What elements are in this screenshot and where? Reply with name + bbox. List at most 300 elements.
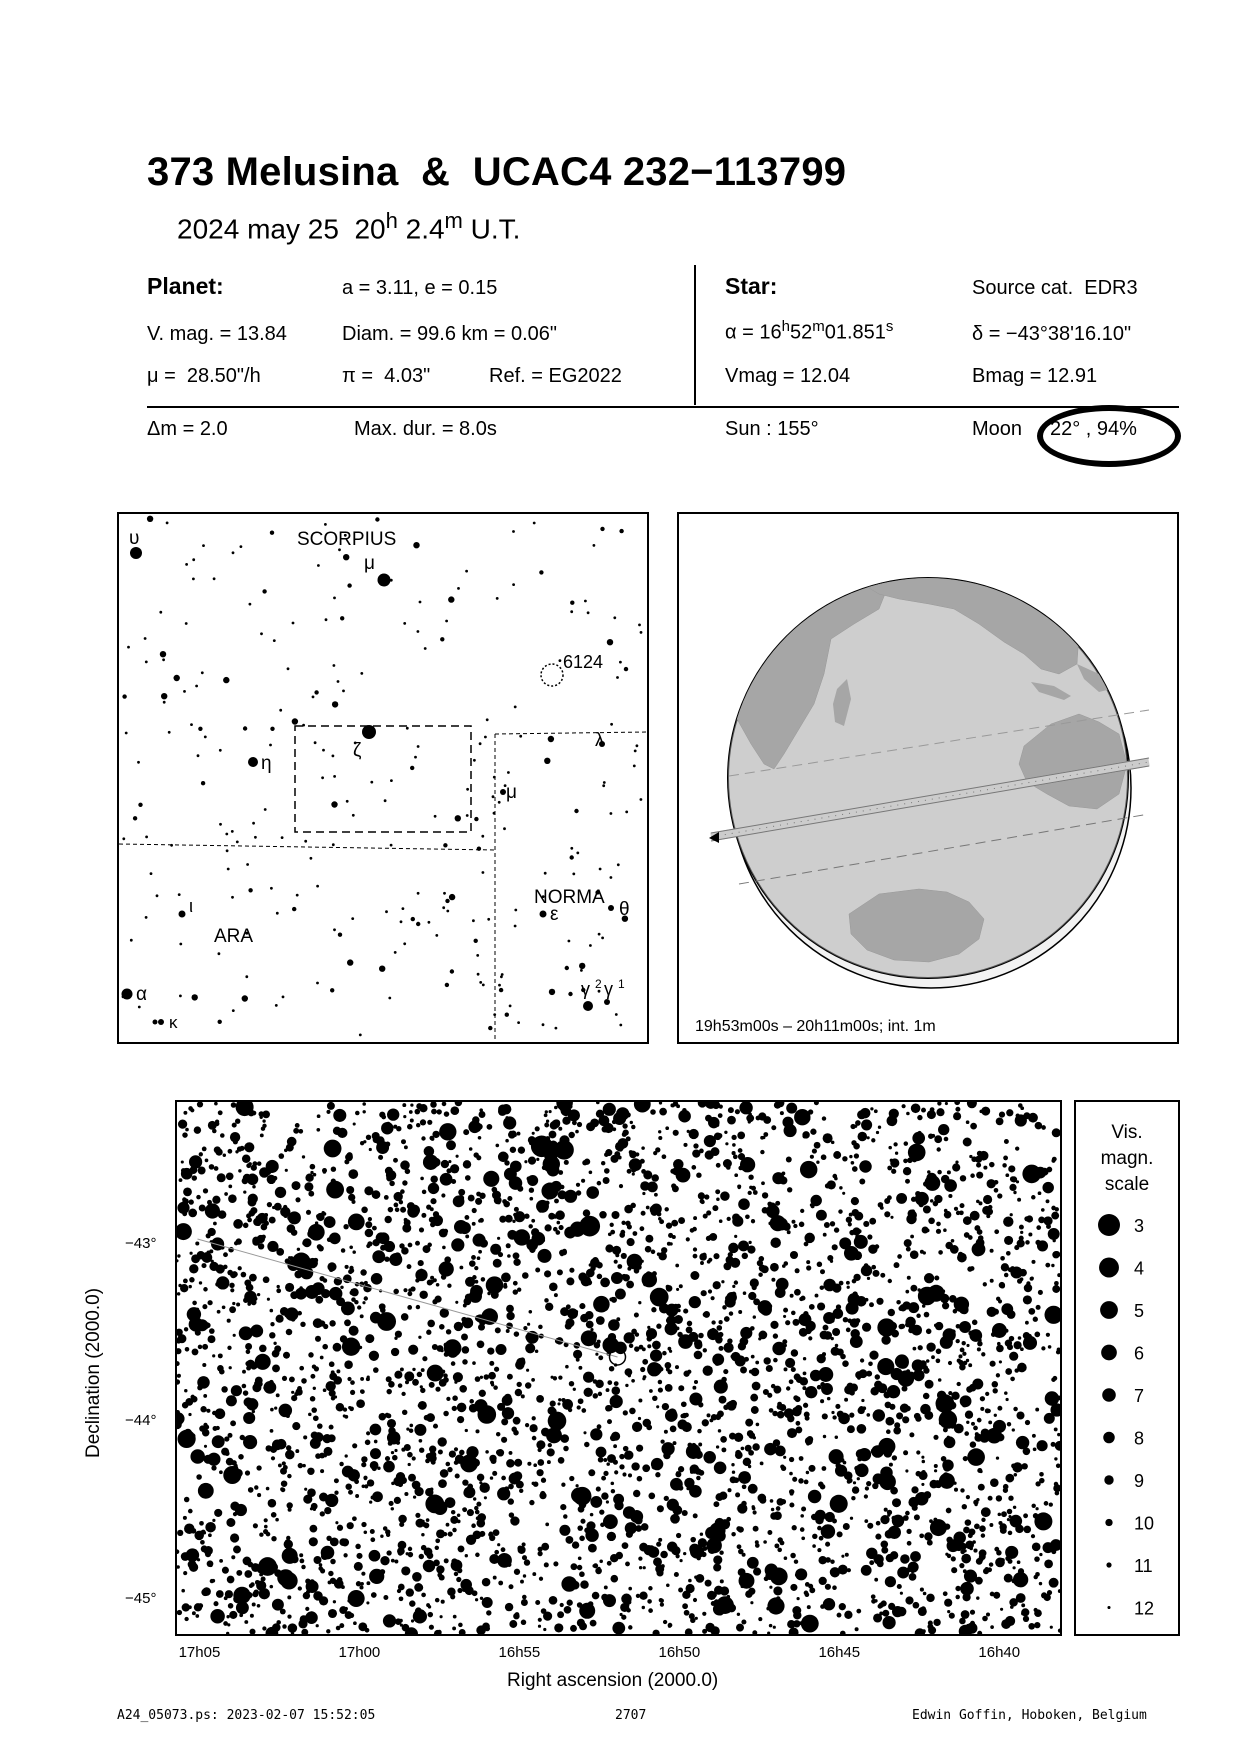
- chart-star: [200, 1406, 206, 1412]
- chart-star: [199, 1152, 203, 1156]
- chart-star: [531, 1228, 539, 1236]
- finder-star: [424, 647, 427, 650]
- chart-star: [941, 1175, 950, 1184]
- finder-star: [413, 542, 419, 548]
- chart-star: [228, 1185, 232, 1189]
- finder-star: [347, 959, 353, 965]
- chart-star: [183, 1188, 192, 1197]
- chart-star: [752, 1505, 755, 1508]
- chart-star: [708, 1117, 720, 1129]
- chart-star: [989, 1523, 993, 1527]
- chart-star: [413, 1495, 416, 1498]
- chart-star: [1054, 1281, 1059, 1286]
- chart-star: [880, 1515, 889, 1524]
- chart-star: [1019, 1441, 1023, 1445]
- chart-star: [990, 1478, 999, 1487]
- chart-star: [216, 1276, 229, 1289]
- chart-star: [837, 1531, 843, 1537]
- chart-star: [688, 1579, 692, 1583]
- chart-star: [425, 1459, 430, 1464]
- chart-star: [681, 1401, 687, 1407]
- chart-star: [551, 1135, 554, 1138]
- finder-star: [218, 1020, 222, 1024]
- chart-star: [419, 1227, 424, 1232]
- chart-star: [1023, 1513, 1028, 1518]
- chart-star: [820, 1285, 825, 1290]
- chart-star: [1044, 1501, 1049, 1506]
- chart-star: [679, 1284, 683, 1288]
- chart-star: [643, 1170, 652, 1179]
- finder-star: [337, 680, 340, 683]
- chart-star: [823, 1598, 835, 1610]
- chart-star: [482, 1578, 491, 1587]
- chart-star: [1009, 1184, 1016, 1191]
- chart-star: [506, 1459, 515, 1468]
- chart-star: [619, 1464, 624, 1469]
- chart-star: [751, 1406, 759, 1414]
- chart-star: [547, 1406, 555, 1414]
- finder-star: [282, 996, 285, 999]
- chart-star: [525, 1382, 531, 1388]
- chart-star: [444, 1343, 449, 1348]
- chart-star: [1007, 1310, 1016, 1319]
- chart-star: [851, 1161, 855, 1165]
- chart-star: [770, 1263, 779, 1272]
- finder-star: [402, 907, 405, 910]
- chart-star: [916, 1450, 920, 1454]
- chart-star: [537, 1459, 544, 1466]
- chart-star: [329, 1390, 336, 1397]
- chart-star: [388, 1207, 394, 1213]
- chart-star: [441, 1370, 445, 1374]
- legend-magnitude-label: 6: [1134, 1343, 1145, 1364]
- chart-star: [686, 1326, 693, 1333]
- chart-star: [899, 1304, 906, 1311]
- chart-star: [822, 1466, 827, 1471]
- chart-star: [664, 1496, 669, 1501]
- chart-star: [506, 1243, 511, 1248]
- chart-star: [798, 1478, 803, 1483]
- chart-star: [457, 1588, 462, 1593]
- chart-star: [753, 1190, 758, 1195]
- chart-star: [641, 1211, 646, 1216]
- chart-star: [668, 1624, 672, 1628]
- chart-star: [820, 1269, 825, 1274]
- chart-star: [259, 1588, 270, 1599]
- chart-star: [771, 1508, 774, 1511]
- finder-star: [445, 983, 449, 987]
- finder-star: [455, 815, 461, 821]
- chart-star: [686, 1237, 690, 1241]
- chart-star: [494, 1367, 499, 1372]
- chart-star: [678, 1385, 684, 1391]
- chart-star: [835, 1436, 838, 1439]
- chart-star: [440, 1469, 449, 1478]
- chart-star: [1048, 1228, 1060, 1240]
- chart-star: [1051, 1264, 1054, 1267]
- chart-star: [676, 1471, 680, 1475]
- chart-star: [687, 1370, 691, 1374]
- chart-star: [475, 1198, 482, 1205]
- chart-star: [202, 1147, 207, 1152]
- chart-star: [273, 1176, 278, 1181]
- chart-star: [808, 1109, 813, 1114]
- chart-star: [348, 1169, 358, 1179]
- chart-star: [732, 1151, 736, 1155]
- chart-star: [703, 1451, 716, 1464]
- chart-star: [458, 1623, 463, 1628]
- chart-star: [310, 1374, 315, 1379]
- finder-star: [225, 833, 228, 836]
- chart-star: [333, 1376, 342, 1385]
- chart-star: [633, 1231, 638, 1236]
- chart-star: [595, 1380, 603, 1388]
- chart-star: [888, 1146, 892, 1150]
- chart-star: [411, 1619, 414, 1622]
- chart-star: [558, 1375, 562, 1379]
- chart-star: [210, 1609, 225, 1624]
- chart-star: [576, 1183, 580, 1187]
- chart-star: [617, 1264, 622, 1269]
- chart-star: [477, 1405, 496, 1424]
- chart-star: [263, 1276, 270, 1283]
- chart-star: [742, 1553, 746, 1557]
- chart-star: [335, 1521, 338, 1524]
- star-theta: [608, 905, 614, 911]
- chart-star: [417, 1372, 423, 1378]
- chart-star: [659, 1102, 662, 1105]
- chart-star: [400, 1189, 405, 1194]
- chart-star: [921, 1456, 924, 1459]
- chart-star: [553, 1227, 558, 1232]
- chart-star: [276, 1393, 280, 1397]
- chart-star: [515, 1389, 522, 1396]
- chart-star: [959, 1563, 964, 1568]
- chart-star: [374, 1494, 382, 1502]
- chart-star: [239, 1105, 245, 1111]
- chart-star: [844, 1398, 848, 1402]
- chart-star: [776, 1506, 781, 1511]
- chart-star: [1033, 1447, 1037, 1451]
- finder-star: [192, 558, 195, 561]
- finder-star: [125, 732, 128, 735]
- chart-star: [274, 1345, 281, 1352]
- chart-star: [422, 1190, 427, 1195]
- chart-star: [947, 1170, 951, 1174]
- chart-star: [652, 1464, 658, 1470]
- chart-star: [867, 1523, 873, 1529]
- finder-star: [570, 855, 574, 859]
- chart-star: [307, 1185, 312, 1190]
- chart-star: [1023, 1336, 1037, 1350]
- chart-star: [907, 1541, 912, 1546]
- chart-star: [621, 1221, 625, 1225]
- chart-star: [601, 1476, 606, 1481]
- y-tick-label: −44°: [125, 1412, 157, 1430]
- chart-star: [696, 1476, 701, 1481]
- finder-star: [602, 784, 605, 787]
- chart-star: [694, 1341, 702, 1349]
- chart-star: [274, 1165, 279, 1170]
- chart-star: [369, 1148, 372, 1151]
- chart-star: [1025, 1420, 1030, 1425]
- chart-star: [909, 1323, 914, 1328]
- chart-star: [839, 1281, 844, 1286]
- chart-star: [832, 1308, 843, 1319]
- finder-star: [163, 701, 166, 704]
- chart-star: [916, 1471, 922, 1477]
- chart-star: [516, 1358, 525, 1367]
- chart-star: [428, 1183, 439, 1194]
- chart-star: [1009, 1598, 1018, 1607]
- chart-star: [598, 1392, 602, 1396]
- chart-star: [475, 1553, 480, 1558]
- chart-star: [223, 1252, 228, 1257]
- chart-star: [360, 1141, 364, 1145]
- chart-star: [463, 1129, 469, 1135]
- chart-star: [960, 1304, 968, 1312]
- chart-star: [333, 1343, 342, 1352]
- chart-star: [665, 1126, 669, 1130]
- chart-star: [1048, 1345, 1052, 1349]
- chart-star: [689, 1129, 699, 1139]
- chart-star: [192, 1301, 197, 1306]
- chart-star: [588, 1601, 594, 1607]
- chart-star: [457, 1416, 464, 1423]
- chart-star: [406, 1552, 409, 1555]
- finder-star: [351, 917, 354, 920]
- chart-star: [398, 1383, 403, 1388]
- finder-star: [201, 671, 204, 674]
- chart-star: [682, 1603, 688, 1609]
- chart-star: [185, 1128, 189, 1132]
- chart-star: [682, 1108, 686, 1112]
- finder-star: [321, 776, 324, 779]
- chart-star: [505, 1139, 509, 1143]
- chart-star: [381, 1115, 386, 1120]
- chart-star: [564, 1160, 569, 1165]
- finder-star: [385, 910, 388, 913]
- chart-star: [715, 1493, 723, 1501]
- chart-star: [784, 1556, 788, 1560]
- chart-star: [1013, 1191, 1016, 1194]
- chart-star: [204, 1445, 207, 1448]
- chart-star: [433, 1211, 439, 1217]
- chart-star: [885, 1402, 892, 1409]
- chart-star: [936, 1404, 942, 1410]
- chart-star: [920, 1404, 931, 1415]
- chart-star: [707, 1328, 719, 1340]
- chart-star: [830, 1495, 848, 1513]
- chart-star: [822, 1413, 828, 1419]
- chart-star: [263, 1386, 267, 1390]
- chart-star: [264, 1213, 268, 1217]
- chart-star: [748, 1450, 754, 1456]
- finder-star: [332, 843, 335, 846]
- chart-star: [422, 1522, 427, 1527]
- chart-star: [486, 1610, 491, 1615]
- earth-path-svg: [679, 514, 1177, 1042]
- chart-star: [600, 1523, 605, 1528]
- finder-star: [548, 736, 554, 742]
- chart-star: [557, 1269, 563, 1275]
- chart-star: [422, 1356, 427, 1361]
- chart-star: [738, 1148, 743, 1153]
- chart-star: [205, 1203, 220, 1218]
- chart-star: [696, 1556, 700, 1560]
- finder-star: [127, 646, 130, 649]
- chart-star: [270, 1322, 274, 1326]
- chart-star: [192, 1175, 197, 1180]
- chart-star: [973, 1549, 977, 1553]
- chart-star: [892, 1606, 903, 1617]
- chart-star: [799, 1222, 805, 1228]
- chart-star: [871, 1138, 875, 1142]
- chart-star: [444, 1558, 449, 1563]
- chart-star: [420, 1177, 424, 1181]
- chart-star: [789, 1627, 799, 1634]
- chart-star: [896, 1412, 903, 1419]
- chart-star: [430, 1175, 437, 1182]
- chart-star: [577, 1525, 583, 1531]
- chart-star: [851, 1197, 859, 1205]
- chart-star: [444, 1111, 450, 1117]
- chart-star: [832, 1244, 838, 1250]
- chart-star: [439, 1123, 456, 1140]
- finder-star: [484, 736, 487, 739]
- chart-star: [588, 1331, 597, 1340]
- chart-star: [469, 1260, 476, 1267]
- chart-star: [184, 1327, 188, 1331]
- chart-star: [626, 1608, 631, 1613]
- finder-star: [616, 676, 619, 679]
- chart-star: [580, 1519, 585, 1524]
- chart-star: [711, 1296, 715, 1300]
- chart-star: [843, 1461, 847, 1465]
- chart-star: [451, 1361, 456, 1366]
- chart-star: [698, 1443, 702, 1447]
- finder-star: [477, 973, 480, 976]
- chart-star: [435, 1538, 440, 1543]
- chart-star: [775, 1201, 780, 1206]
- chart-star: [781, 1171, 785, 1175]
- chart-star: [977, 1347, 981, 1351]
- chart-star: [1046, 1199, 1050, 1203]
- chart-star: [636, 1594, 640, 1598]
- chart-star: [345, 1454, 348, 1457]
- chart-star: [291, 1391, 294, 1394]
- chart-star: [1007, 1546, 1013, 1552]
- chart-star: [493, 1259, 502, 1268]
- chart-star: [214, 1102, 218, 1105]
- chart-star: [981, 1352, 985, 1356]
- chart-star: [247, 1218, 252, 1223]
- planet-heading: Planet:: [147, 273, 224, 299]
- chart-star: [868, 1124, 872, 1128]
- legend-magnitude-label: 11: [1134, 1556, 1153, 1576]
- chart-star: [495, 1344, 506, 1355]
- chart-star: [665, 1384, 673, 1392]
- chart-star: [673, 1304, 679, 1310]
- chart-star: [673, 1130, 679, 1136]
- chart-star: [421, 1593, 426, 1598]
- finder-star: [322, 749, 325, 752]
- chart-star: [452, 1528, 456, 1532]
- chart-star: [772, 1342, 786, 1356]
- chart-star: [733, 1154, 738, 1159]
- chart-star: [307, 1468, 314, 1475]
- chart-star: [1005, 1173, 1009, 1177]
- label-eta: η: [261, 753, 272, 774]
- legend-magnitude-label: 8: [1134, 1428, 1145, 1449]
- finder-star: [137, 761, 140, 764]
- chart-star: [306, 1210, 311, 1215]
- chart-star: [439, 1229, 448, 1238]
- chart-star: [356, 1553, 362, 1559]
- chart-star: [920, 1588, 924, 1592]
- chart-star: [720, 1191, 729, 1200]
- chart-star: [314, 1366, 319, 1371]
- chart-star: [857, 1457, 862, 1462]
- chart-star: [607, 1532, 616, 1541]
- chart-star: [667, 1542, 678, 1553]
- chart-star: [770, 1568, 788, 1586]
- finder-star: [442, 906, 445, 909]
- chart-star: [479, 1218, 484, 1223]
- chart-star: [700, 1533, 703, 1536]
- chart-star: [647, 1344, 651, 1348]
- finder-star: [292, 718, 298, 724]
- chart-star: [846, 1281, 850, 1285]
- chart-star: [212, 1354, 215, 1357]
- chart-star: [194, 1549, 198, 1553]
- chart-star: [884, 1391, 891, 1398]
- chart-star: [405, 1373, 410, 1378]
- chart-star: [994, 1229, 999, 1234]
- chart-star: [923, 1206, 931, 1214]
- star-epsilon: [540, 911, 547, 918]
- chart-star: [871, 1594, 876, 1599]
- chart-star: [246, 1284, 254, 1292]
- chart-star: [960, 1203, 965, 1208]
- chart-star: [468, 1195, 475, 1202]
- finder-star: [544, 872, 547, 875]
- chart-star: [217, 1173, 226, 1182]
- chart-star: [731, 1292, 736, 1297]
- chart-star: [763, 1540, 767, 1544]
- chart-star: [303, 1435, 307, 1439]
- chart-star: [588, 1469, 595, 1476]
- chart-star: [324, 1454, 327, 1457]
- chart-star: [640, 1226, 645, 1231]
- chart-star: [426, 1147, 431, 1152]
- chart-star: [1049, 1502, 1053, 1506]
- finder-star: [343, 554, 349, 560]
- label-mu-sco: μ: [364, 553, 375, 574]
- chart-star: [183, 1111, 187, 1115]
- chart-star: [272, 1244, 278, 1250]
- chart-star: [708, 1546, 717, 1555]
- chart-star: [607, 1419, 612, 1424]
- chart-star: [348, 1469, 360, 1481]
- chart-star: [668, 1347, 672, 1351]
- chart-star: [773, 1333, 778, 1338]
- chart-star: [895, 1354, 909, 1368]
- chart-star: [854, 1466, 859, 1471]
- chart-star: [344, 1415, 348, 1419]
- chart-star: [399, 1619, 403, 1623]
- chart-star: [597, 1181, 602, 1186]
